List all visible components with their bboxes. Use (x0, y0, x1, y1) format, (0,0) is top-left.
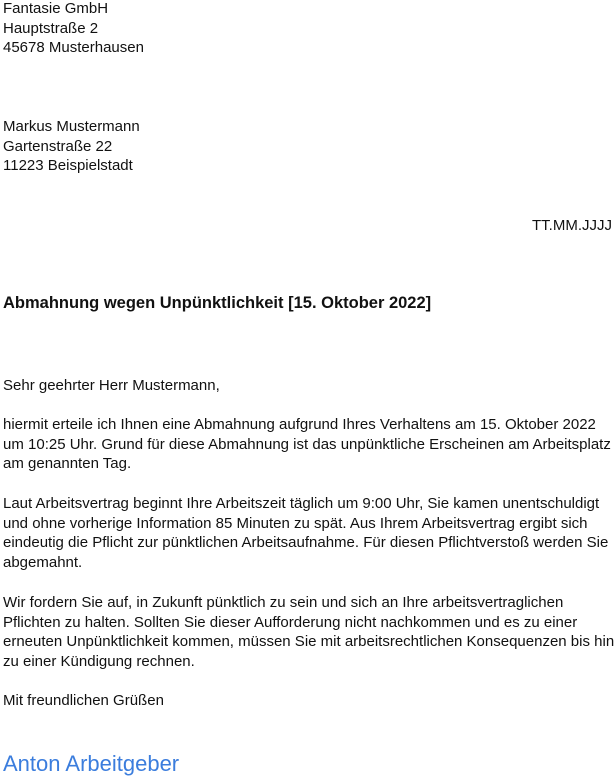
paragraph-line: abgemahnt. (3, 554, 83, 572)
paragraph-line: Pflichten zu halten. Sollten Sie dieser Aufforderung nicht nachkommen und es zu einer (3, 613, 578, 631)
sender-address (3, 0, 612, 58)
paragraph-reason (3, 415, 612, 474)
paragraph-line: zu einer Kündigung rechnen. (3, 653, 195, 671)
paragraph-line: am genannten Tag. (3, 455, 132, 473)
paragraph-line: hiermit erteile ich Ihnen eine Abmahnung aufgrund Ihres Verhaltens am 15. Oktober 2022 (3, 416, 596, 433)
salutation: Sehr geehrter Herr Mustermann, (3, 377, 220, 394)
paragraph-line: eindeutig die Pflicht zur pünktlichen Arbeitsaufnahme. Für diesen Pflichtverstoß werden Sie (3, 534, 609, 552)
closing-phrase: Mit freundlichen Grüßen (3, 692, 164, 709)
recipient-street: Gartenstraße 22 (3, 137, 113, 155)
paragraph-contract (3, 494, 612, 573)
letter-date: TT.MM.JJJJ (532, 217, 612, 234)
recipient-city: 11223 Beispielstadt (3, 157, 133, 175)
paragraph-line: Laut Arbeitsvertrag beginnt Ihre Arbeitszeit täglich um 9:00 Uhr, Sie kamen unentschuldigt (3, 495, 600, 512)
paragraph-line: und ohne vorherige Information 85 Minuten zu spät. Aus Ihrem Arbeitsvertrag ergibt sich (3, 514, 588, 532)
paragraph-line: erneuten Unpünktlichkeit kommen, müssen Sie mit arbeitsrechtlichen Konsequenzen bis hin (3, 633, 614, 651)
paragraph-line: Wir fordern Sie auf, in Zukunft pünktlich zu sein und sich an Ihre arbeitsvertraglichen (3, 594, 564, 611)
paragraph-line: um 10:25 Uhr. Grund für diese Abmahnung ist das unpünktliche Erscheinen am Arbeitsplatz (3, 435, 611, 453)
sender-company: Fantasie GmbH (3, 0, 109, 17)
recipient-address (3, 117, 612, 176)
sender-city: 45678 Musterhausen (3, 39, 144, 57)
signature: Anton Arbeitgeber (3, 751, 180, 776)
letter-subject: Abmahnung wegen Unpünktlichkeit [15. Oktober 2022] (3, 294, 432, 312)
paragraph-consequences (3, 593, 612, 672)
sender-street: Hauptstraße 2 (3, 19, 99, 37)
recipient-name: Markus Mustermann (3, 118, 140, 135)
